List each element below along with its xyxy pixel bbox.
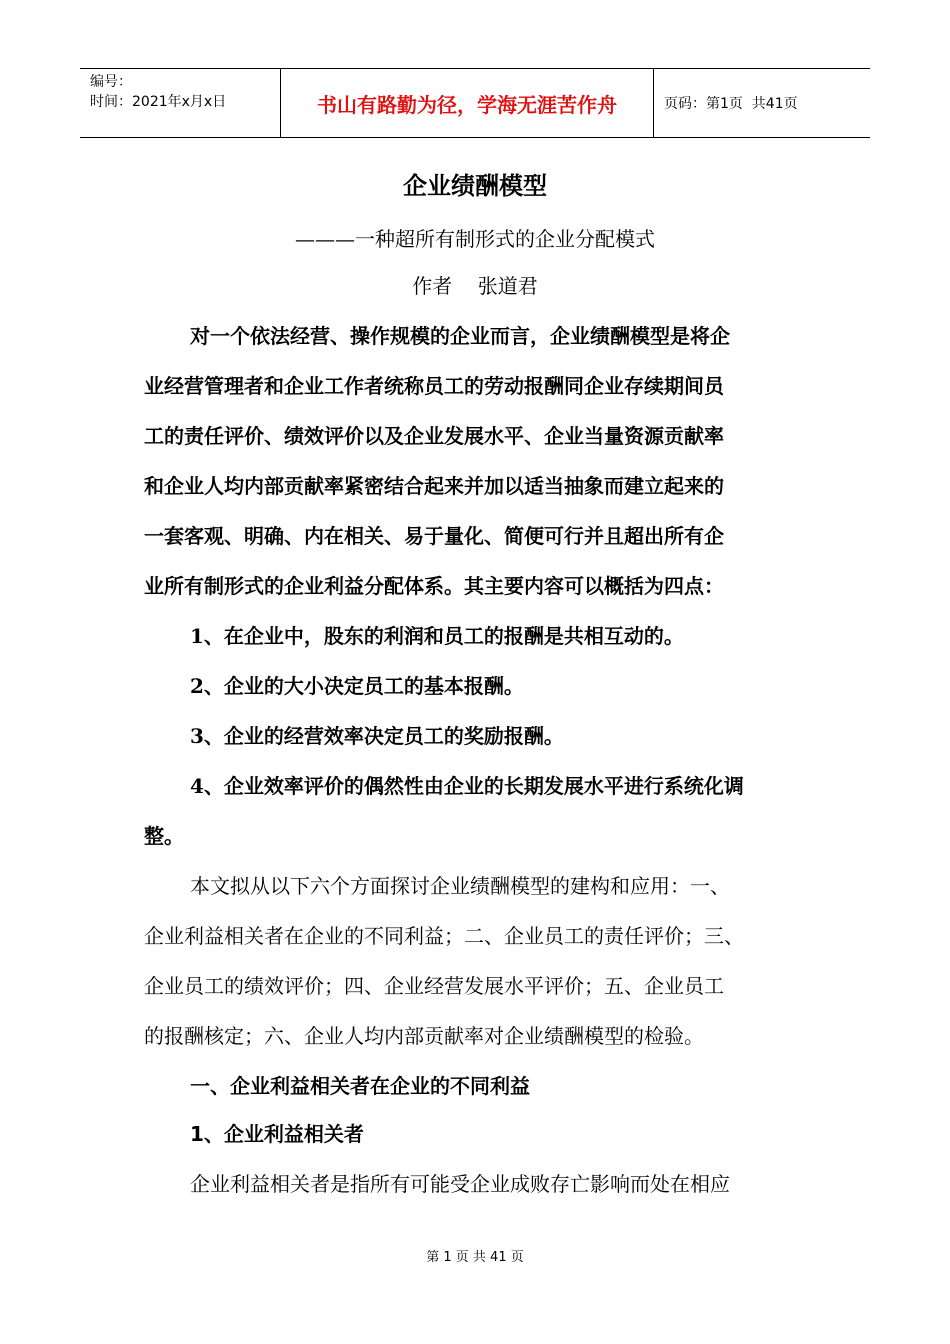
document-subtitle: ———一种超所有制形式的企业分配模式 xyxy=(295,227,655,251)
point-item: 2、企业的大小决定员工的基本报酬。 xyxy=(190,674,524,698)
point-item: 3、企业的经营效率决定员工的奖励报酬。 xyxy=(190,724,564,748)
intro-line: 和企业人均内部贡献率紧密结合起来并加以适当抽象而建立起来的 xyxy=(144,474,724,498)
header-meta xyxy=(80,69,281,137)
number-label: 编号： xyxy=(90,74,132,90)
intro-line: 一套客观、明确、内在相关、易于量化、简便可行并且超出所有企 xyxy=(144,524,724,548)
intro-line: 对一个依法经营、操作规模的企业而言，企业绩酬模型是将企 xyxy=(190,324,730,348)
author-line: 作者 张道君 xyxy=(412,274,538,298)
header-table xyxy=(80,68,870,138)
plan-line: 企业利益相关者在企业的不同利益；二、企业员工的责任评价；三、 xyxy=(144,924,744,948)
intro-line: 业所有制形式的企业利益分配体系。其主要内容可以概括为四点： xyxy=(144,574,724,598)
plan-line: 企业员工的绩效评价；四、企业经营发展水平评价；五、企业员工 xyxy=(144,974,724,998)
document-title: 企业绩酬模型 xyxy=(403,171,547,200)
intro-line: 工的责任评价、绩效评价以及企业发展水平、企业当量资源贡献率 xyxy=(144,424,724,448)
plan-line: 的报酬核定；六、企业人均内部贡献率对企业绩酬模型的检验。 xyxy=(144,1024,704,1048)
page-info: 页码：第1页 共41页 xyxy=(664,96,798,112)
time-label: 时间：2021年x月x日 xyxy=(90,94,227,110)
plan-line: 本文拟从以下六个方面探讨企业绩酬模型的建构和应用：一、 xyxy=(190,874,730,898)
motto: 书山有路勤为径，学海无涯苦作舟 xyxy=(281,69,654,137)
point-item: 1、在企业中，股东的利润和员工的报酬是共相互动的。 xyxy=(190,624,684,648)
point-item: 整。 xyxy=(144,824,184,848)
subsection-heading: 1、企业利益相关者 xyxy=(190,1122,364,1146)
page-footer: 第 1 页 共 41 页 xyxy=(426,1250,524,1265)
section-heading: 一、企业利益相关者在企业的不同利益 xyxy=(190,1074,530,1098)
intro-line: 业经营管理者和企业工作者统称员工的劳动报酬同企业存续期间员 xyxy=(144,374,724,398)
body-line: 企业利益相关者是指所有可能受企业成败存亡影响而处在相应 xyxy=(190,1172,730,1196)
point-item: 4、企业效率评价的偶然性由企业的长期发展水平进行系统化调 xyxy=(190,774,744,798)
